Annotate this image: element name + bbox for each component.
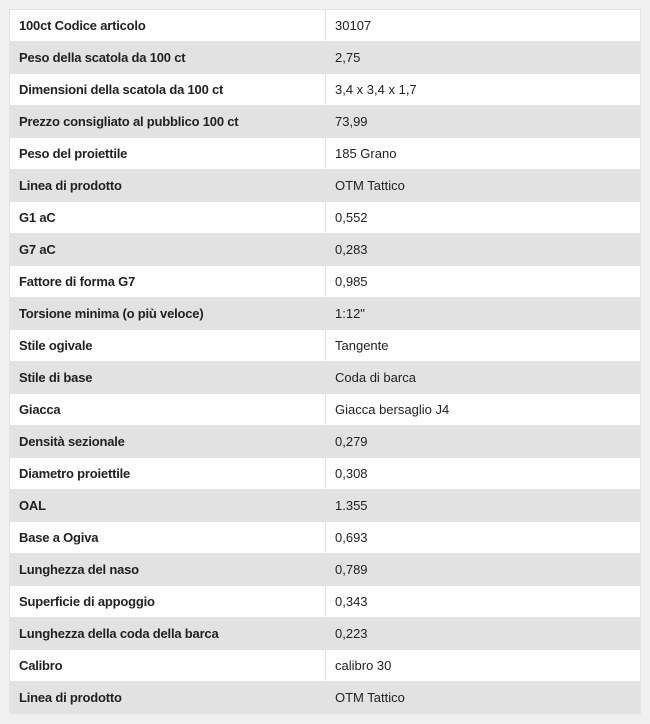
spec-value: 0,343 — [326, 586, 641, 618]
spec-value: 0,693 — [326, 522, 641, 554]
spec-label: Diametro proiettile — [10, 458, 326, 490]
table-row — [10, 138, 641, 170]
table-row — [10, 618, 641, 650]
table-row — [10, 42, 641, 74]
spec-label: OAL — [10, 490, 326, 522]
table-row — [10, 554, 641, 586]
spec-value: 185 Grano — [326, 138, 641, 170]
spec-label: Calibro — [10, 650, 326, 682]
spec-label: Stile di base — [10, 362, 326, 394]
spec-label: Superficie di appoggio — [10, 586, 326, 618]
spec-value: 0,223 — [326, 618, 641, 650]
spec-label: Peso del proiettile — [10, 138, 326, 170]
spec-value: 30107 — [326, 10, 641, 42]
table-row — [10, 234, 641, 266]
table-row — [10, 426, 641, 458]
spec-value: OTM Tattico — [326, 170, 641, 202]
spec-value: 0,279 — [326, 426, 641, 458]
table-row — [10, 682, 641, 714]
spec-label: Torsione minima (o più veloce) — [10, 298, 326, 330]
spec-value: 0,552 — [326, 202, 641, 234]
table-row — [10, 106, 641, 138]
table-row — [10, 202, 641, 234]
table-row — [10, 362, 641, 394]
table-row — [10, 10, 641, 42]
table-row — [10, 330, 641, 362]
spec-value: Coda di barca — [326, 362, 641, 394]
spec-label: Linea di prodotto — [10, 170, 326, 202]
spec-label: Giacca — [10, 394, 326, 426]
table-row — [10, 586, 641, 618]
spec-value: 0,283 — [326, 234, 641, 266]
spec-value: Giacca bersaglio J4 — [326, 394, 641, 426]
product-spec-table — [9, 9, 641, 714]
spec-value: 0,985 — [326, 266, 641, 298]
table-row — [10, 490, 641, 522]
spec-label: Stile ogivale — [10, 330, 326, 362]
spec-label: G7 aC — [10, 234, 326, 266]
spec-value: 2,75 — [326, 42, 641, 74]
spec-label: Linea di prodotto — [10, 682, 326, 714]
table-row — [10, 170, 641, 202]
spec-value: 3,4 x 3,4 x 1,7 — [326, 74, 641, 106]
spec-label: Base a Ogiva — [10, 522, 326, 554]
spec-label: Dimensioni della scatola da 100 ct — [10, 74, 326, 106]
table-row — [10, 522, 641, 554]
spec-value: Tangente — [326, 330, 641, 362]
spec-value: 1:12" — [326, 298, 641, 330]
spec-label: Fattore di forma G7 — [10, 266, 326, 298]
spec-label: G1 aC — [10, 202, 326, 234]
spec-value: 1.355 — [326, 490, 641, 522]
table-row — [10, 650, 641, 682]
table-row — [10, 458, 641, 490]
spec-value: 0,308 — [326, 458, 641, 490]
spec-label: Prezzo consigliato al pubblico 100 ct — [10, 106, 326, 138]
spec-label: Lunghezza della coda della barca — [10, 618, 326, 650]
spec-value: 73,99 — [326, 106, 641, 138]
spec-value: OTM Tattico — [326, 682, 641, 714]
spec-label: 100ct Codice articolo — [10, 10, 326, 42]
spec-table-body — [10, 10, 641, 714]
spec-label: Peso della scatola da 100 ct — [10, 42, 326, 74]
spec-label: Densità sezionale — [10, 426, 326, 458]
spec-value: 0,789 — [326, 554, 641, 586]
table-row — [10, 74, 641, 106]
spec-value: calibro 30 — [326, 650, 641, 682]
table-row — [10, 298, 641, 330]
table-row — [10, 394, 641, 426]
spec-label: Lunghezza del naso — [10, 554, 326, 586]
table-row — [10, 266, 641, 298]
